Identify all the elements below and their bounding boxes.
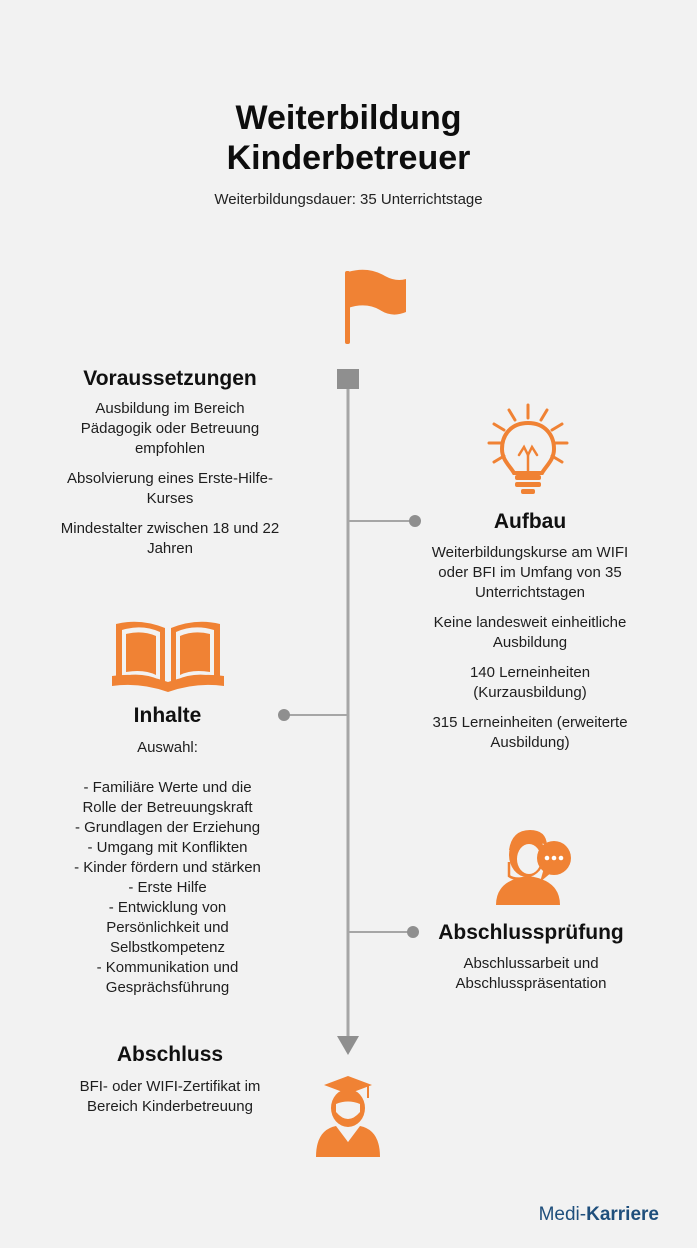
lightbulb-icon	[489, 405, 567, 494]
title-line-2: Kinderbetreuer	[226, 139, 471, 177]
section-title: Abschlussprüfung	[438, 921, 624, 944]
list-item: Selbstkompetenz	[109, 939, 226, 956]
brand-logo	[539, 1204, 659, 1226]
section-item: Mindestalter zwischen 18 und 22 Jahren	[60, 520, 280, 557]
brand-part-2: Karriere	[586, 1204, 659, 1225]
timeline-arrowhead	[337, 1036, 359, 1055]
section-item: BFI- oder WIFI-Zertifikat im Bereich Kinderbetreuung	[79, 1078, 261, 1115]
list-item: Rolle der Betreuungskraft	[82, 799, 253, 816]
section-item: Absolvierung eines Erste-Hilfe-Kurses	[67, 470, 273, 507]
graduate-icon	[316, 1076, 380, 1157]
list-item: - Kommunikation und	[96, 959, 239, 976]
page-title	[0, 98, 697, 178]
section-item: Weiterbildungskurse am WIFI oder BFI im Umfang von 35 Unterrichtstagen	[431, 544, 629, 601]
section-title: Abschluss	[116, 1043, 224, 1066]
list-item: - Erste Hilfe	[128, 879, 207, 896]
list-item: - Umgang mit Konflikten	[87, 839, 248, 856]
section-intro: Auswahl:	[137, 739, 198, 756]
section-item: 140 Lerneinheiten (Kurzausbildung)	[469, 664, 591, 701]
brand-part-1: Medi-	[538, 1204, 587, 1225]
section-aufbau	[420, 509, 640, 763]
section-item: Ausbildung im Bereich Pädagogik oder Betreuung empfohlen	[80, 400, 260, 457]
person-speech-bubble-icon	[496, 830, 571, 905]
title-line-1: Weiterbildung	[235, 99, 462, 137]
branch-dot-abschlusspruefung	[407, 926, 419, 938]
list-item: - Entwicklung von	[108, 899, 227, 916]
open-book-icon	[112, 622, 224, 692]
section-item: Keine landesweit einheitliche Ausbildung	[433, 614, 627, 651]
section-abschluss	[55, 1042, 285, 1127]
section-item: 315 Lerneinheiten (erweiterte Ausbildung)	[432, 714, 628, 751]
section-item: Abschlussarbeit und Abschlusspräsentation	[455, 955, 607, 992]
list-item: - Kinder fördern und stärken	[74, 859, 261, 876]
list-item: - Grundlagen der Erziehung	[74, 819, 261, 836]
list-item: - Familiäre Werte und die	[83, 779, 252, 796]
list-item: Persönlichkeit und	[106, 919, 229, 936]
flag-icon	[345, 270, 406, 344]
section-title: Voraussetzungen	[83, 367, 257, 390]
timeline-start-square	[337, 369, 359, 389]
section-inhalte	[55, 703, 280, 998]
page-subtitle: Weiterbildungsdauer: 35 Unterrichtstage	[214, 191, 483, 208]
list-item: Gesprächsführung	[105, 979, 230, 996]
section-abschlusspruefung	[420, 920, 642, 1004]
section-voraussetzungen	[60, 366, 280, 569]
section-title: Aufbau	[493, 510, 567, 533]
section-title: Inhalte	[133, 704, 202, 727]
